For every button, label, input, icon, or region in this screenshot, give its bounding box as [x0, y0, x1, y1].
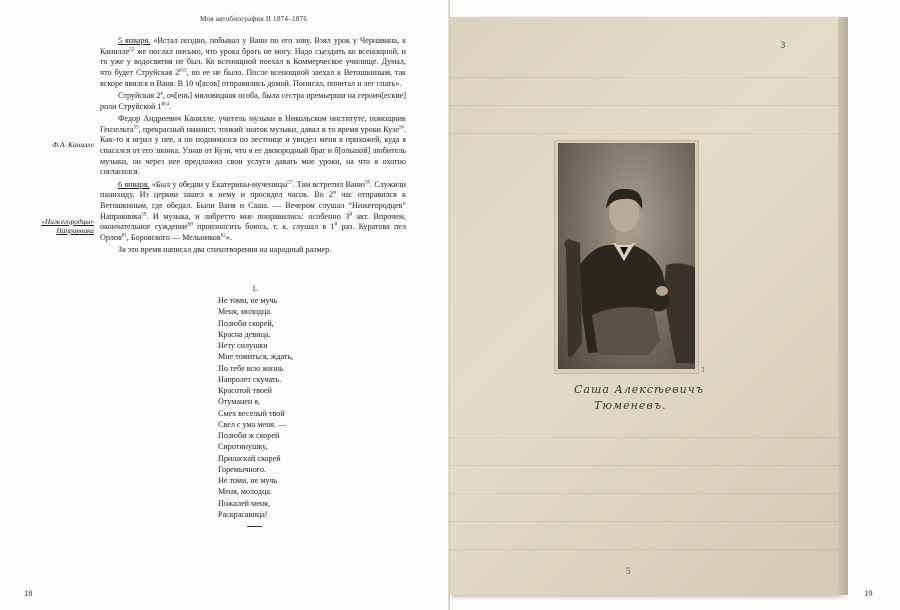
- footnote-ref: й: [334, 222, 338, 228]
- text-run: «Встал поздно, побывал у Вани по его зову. Взял урок у Чернавина, к Канилле: [100, 36, 406, 56]
- album-bottom-number: 5: [626, 566, 631, 576]
- ruled-line: [450, 493, 840, 494]
- footnote-ref: 55: [133, 124, 139, 130]
- paragraph-kanille: [100, 114, 406, 178]
- paragraph-struiskaya: [100, 91, 406, 112]
- poem-line: Мне томиться, ждать,: [218, 352, 294, 362]
- text-run: . Там встретил Ваню: [292, 179, 365, 189]
- footnote-ref: 56: [398, 124, 404, 130]
- table: [664, 263, 695, 363]
- poem: [218, 295, 293, 520]
- text-run: произносить боюсь, т. к. слушал в 1: [192, 222, 335, 232]
- poem-line: Полюби ж скорей: [218, 431, 280, 440]
- handwritten-caption-line1: Саша Алексѣевичъ: [574, 383, 704, 396]
- text-run: Струйская 2: [118, 91, 161, 101]
- footnote-ref: 57: [287, 179, 293, 185]
- ruled-line: [450, 521, 840, 522]
- text-run: . И музыка, и либретто мне понравились: особенно 3: [146, 211, 350, 221]
- paragraph-poems-intro: За это время написал два стихотворения на народный размер.: [118, 245, 332, 255]
- ruled-line: [450, 77, 840, 78]
- album-page-edge: [838, 17, 848, 595]
- portrait-photo-image: [558, 143, 695, 369]
- photo-number: 3: [701, 366, 705, 374]
- poem-line: Не томи, не мучь: [218, 476, 278, 485]
- date-jan-5: 5 января.: [118, 36, 151, 45]
- text-run: . Служили панихиду. Из церкви зашел к нему и просидел часок. Во 2: [100, 179, 407, 200]
- poem-line: Пожалей меня,: [218, 498, 270, 508]
- footnote-ref: 58: [364, 179, 370, 185]
- margin-note-nizhegorodtsy: «Нижегородцы» Направника: [41, 217, 94, 235]
- poem-line: Смех веселый твой: [218, 408, 285, 418]
- text-run: Федор Андреевич Канилле, учитель музыки в Никольском институте, помощник Гензельта: [100, 113, 406, 134]
- margin-note-kanille: Ф.А. Канилле: [52, 140, 94, 149]
- poem-line: Горемычного.: [218, 464, 267, 474]
- chair-back: [564, 239, 582, 357]
- date-jan-6: 6 января.: [118, 179, 150, 189]
- poem-line: Полюби скорей,: [218, 318, 274, 328]
- footnote-ref: 59: [141, 212, 147, 218]
- text-run: , оч[ень] миловидная особа, была сестра премьерши на героич[еские] роли Струйской 1: [100, 91, 406, 111]
- text-run: , но ее не было. После всенощной заехал к Ветошкиным, так вскоре явился и Ваня. В 10 ч[асов] отправились домой. Пописал, почитал и лег спать».: [100, 68, 406, 88]
- text-run: час отправился к Ветошкиным, где обедал. Были Ваня и Саша. — Вечером слушал “Нижегородцев” Направника: [100, 190, 406, 221]
- text-run: .: [169, 101, 172, 111]
- paragraph-jan-5: [100, 36, 406, 90]
- footnote-ref: 62: [220, 233, 226, 239]
- ruled-line: [450, 133, 840, 134]
- poem-line: Сиротинушку,: [218, 442, 268, 452]
- poem-line: Свел с ума меня. —: [218, 419, 287, 429]
- text-run: «Был у обедни у Екатерины-мученицы: [149, 179, 288, 189]
- ruled-line: [450, 437, 840, 438]
- ruled-line: [450, 465, 840, 466]
- footnote-ref: й: [349, 212, 353, 218]
- text-run: , Боровского — Мельников: [126, 233, 221, 243]
- poem-line: Не томи, не мучь: [218, 296, 278, 305]
- poem-line: Отуманен я,: [218, 397, 261, 407]
- poem-line: По тебе всю жизнь: [218, 363, 284, 373]
- footnote-ref: й54: [161, 102, 170, 107]
- poem-line: Меня, молодца.: [218, 307, 272, 317]
- portrait-photo: [554, 140, 699, 374]
- text-run: . Как-то я играл у нее, а он поднимался по лестнице и увидел меня в прихожей, куда я спасался от его звонка. Узнав от Кузи, что я ее двоюродный брат и б[ольшой] любитель музыки, он через нее предложил свои услуги давать мне уроки, на что я охотно согласился.: [100, 124, 406, 177]
- page-number-right: 19: [864, 588, 873, 598]
- footnote-ref: м: [332, 190, 337, 196]
- text-run: акт. Впрочем, окончательное суждение: [100, 211, 406, 232]
- poem-line: Красна девица.: [218, 329, 271, 339]
- handwritten-caption-line2: Тюменевъ.: [594, 399, 667, 412]
- portrait-silhouette: [558, 143, 695, 369]
- poem-number: 1.: [252, 284, 259, 293]
- footnote-ref: 52: [129, 46, 135, 52]
- poem-line: Красотой твоей: [218, 386, 272, 395]
- footnote-ref: я53: [179, 68, 187, 74]
- album-corner-number: 3: [780, 41, 786, 51]
- ruled-line: [450, 105, 840, 106]
- poem-end-rule: [247, 526, 262, 527]
- text-run: раз. Куратова пел Орлов: [100, 222, 407, 243]
- body-text: [100, 36, 406, 258]
- running-head: Моя автобиография II 1874–1876: [200, 15, 308, 23]
- text-run: ».: [225, 233, 232, 243]
- poem-line: Напролет скучать.: [218, 374, 282, 384]
- footnote-ref: 61: [121, 233, 127, 239]
- text-run: , прекрасный пианист, тонкий знаток музыки, давал в то время уроки Кузе: [138, 124, 399, 134]
- footnote-ref: 60: [187, 222, 193, 228]
- page-number-left: 18: [24, 588, 33, 598]
- hand: [656, 286, 668, 296]
- poem-line: Меня, молодца.: [218, 487, 272, 497]
- footnote-ref: я: [160, 91, 163, 97]
- paragraph-jan-6: [100, 180, 406, 244]
- poem-line: Раскрасавица!: [218, 509, 268, 519]
- poem-line: Нету силушки: [218, 341, 268, 350]
- poem-line: Приласкай скорей: [218, 453, 281, 463]
- ruled-line: [450, 549, 840, 550]
- text-run: же послал письмо, что урока брать не могу. Надо съездить ко всенощной, и то уже у водосвятия не был. Ко всенощной поехал в Коммерческое училище. Думал, что будет Струйская 2: [100, 46, 406, 78]
- trousers: [592, 307, 660, 355]
